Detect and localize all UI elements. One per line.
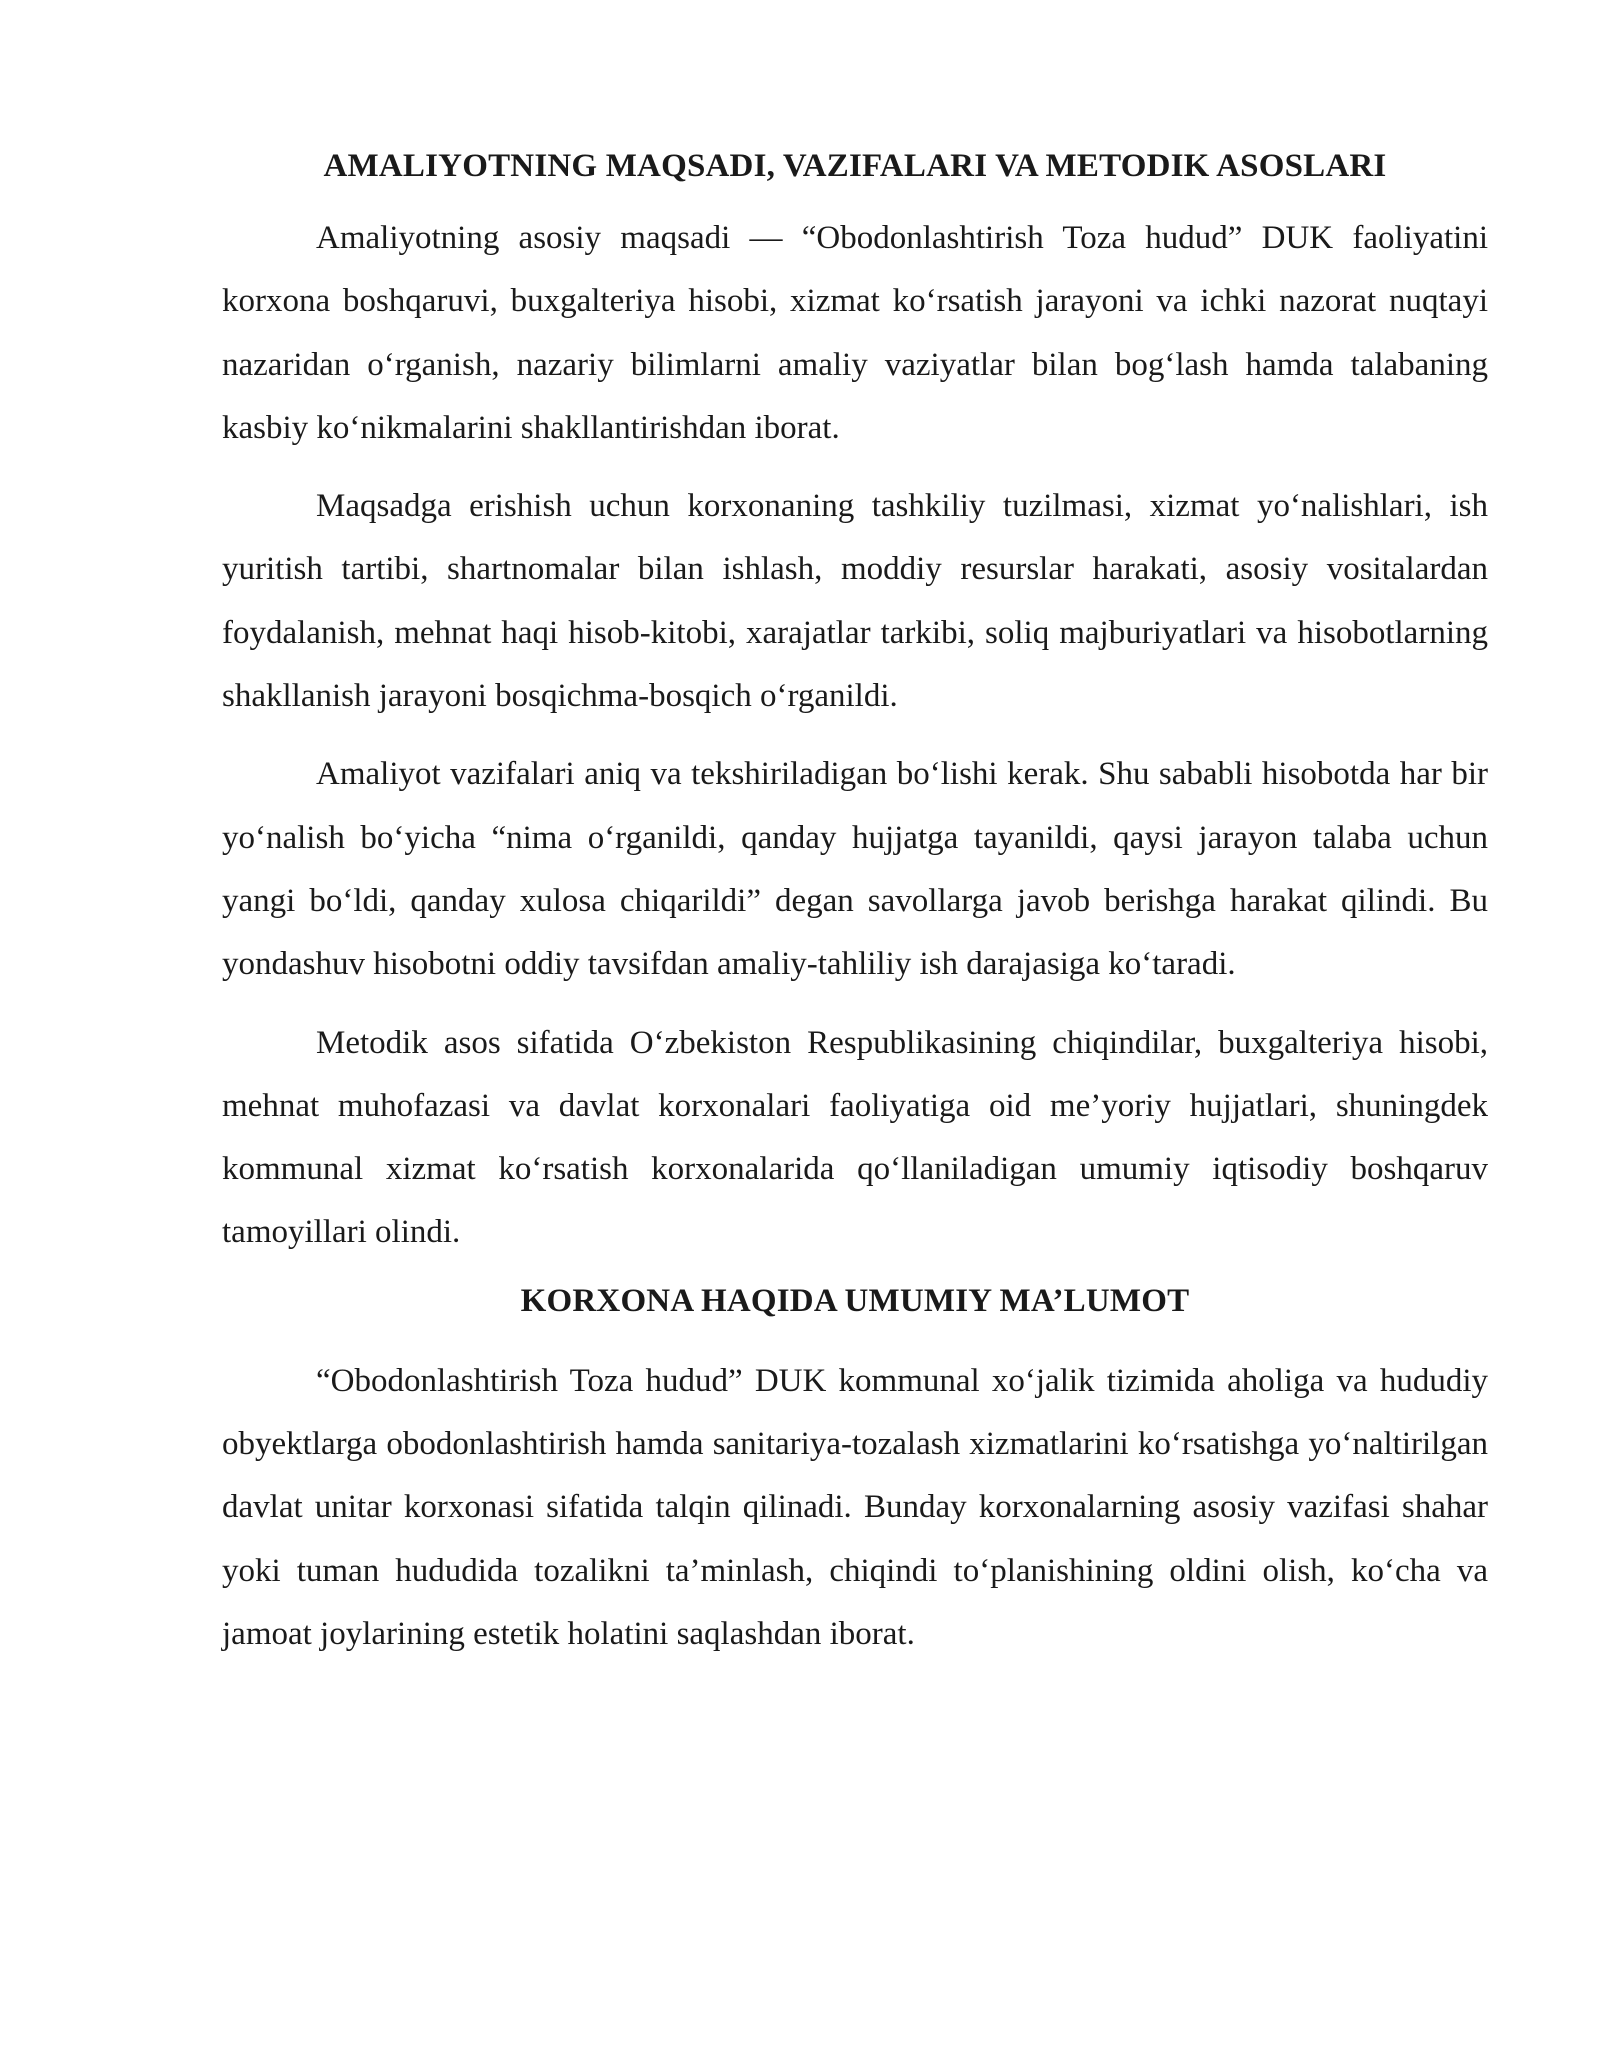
section-heading-company-info: KORXONA HAQIDA UMUMIY MA’LUMOT [520, 1282, 1190, 1319]
paragraph-company-description: “Obodonlashtirish Toza hudud” DUK kommunal xo‘jalik tizimida aholiga va hududiy obyektlarga obodonlashtirish hamda sanitariya-tozalash xizmatlarini ko‘rsatishga yo‘naltirilgan davlat unitar korxonasi sifatida talqin qilinadi. Bunday korxonalarning asosiy vazifasi shahar yoki tuman hududida tozalikni ta’minlash, chiqindi to‘planishining oldini olish, ko‘cha va jamoat joylarining estetik holatini saqlashdan iborat. [222, 1362, 1488, 1652]
paragraph-tasks: Amaliyot vazifalari aniq va tekshiriladigan bo‘lishi kerak. Shu sababli hisobotda har bir yo‘nalish bo‘yicha “nima o‘rganildi, qanday hujjatga tayanildi, qaysi jarayon talaba uchun yangi bo‘ldi, qanday xulosa chiqarildi” degan savollarga javob berishga harakat qilindi. Bu yondashuv hisobotni oddiy tavsifdan amaliy-tahliliy ish darajasiga ko‘taradi. [222, 756, 1488, 983]
paragraph-main-goal: Amaliyotning asosiy maqsadi — “Obodonlashtirish Toza hudud” DUK faoliyatini korxona boshqaruvi, buxgalteriya hisobi, xizmat ko‘rsatish jarayoni va ichki nazorat nuqtayi nazaridan o‘rganish, nazariy bilimlarni amaliy vaziyatlar bilan bog‘lash hamda talabaning kasbiy ko‘nikmalarini shakllantirishdan iborat. [222, 220, 1488, 446]
section-heading-goals: AMALIYOTNING MAQSADI, VAZIFALARI VA METODIK ASOSLARI [323, 148, 1387, 184]
document-page [222, 145, 1488, 1681]
paragraph-study-areas: Maqsadga erishish uchun korxonaning tashkiliy tuzilmasi, xizmat yo‘nalishlari, ish yuritish tartibi, shartnomalar bilan ishlash, moddiy resurslar harakati, asosiy vositalardan foydalanish, mehnat haqi hisob-kitobi, xarajatlar tarkibi, soliq majburiyatlari va hisobotlarning shakllanish jarayoni bosqichma-bosqich o‘rganildi. [222, 488, 1488, 715]
paragraph-methodology: Metodik asos sifatida O‘zbekiston Respublikasining chiqindilar, buxgalteriya hisobi, mehnat muhofazasi va davlat korxonalari faoliyatiga oid me’yoriy hujjatlari, shuningdek kommunal xizmat ko‘rsatish korxonalarida qo‘llaniladigan umumiy iqtisodiy boshqaruv tamoyillari olindi. [222, 1024, 1488, 1251]
